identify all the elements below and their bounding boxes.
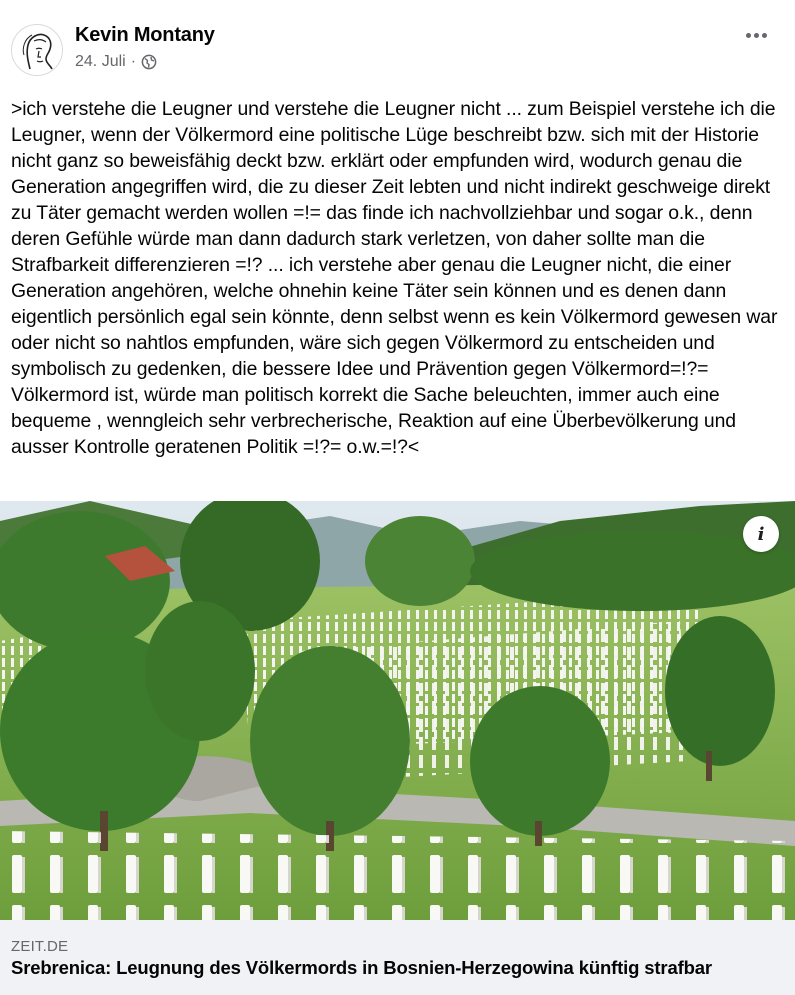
meta-separator: · [130,53,137,70]
post-text: >ich verstehe die Leugner und verstehe die Leugner nicht ... zum Beispiel verstehe ich die Leugner, wenn der Völkermord eine politische Lüge beschreibt bzw. sich mit der Historie nicht ganz so beweisfähig deckt bzw. erklärt oder empfunden wird, wodurch genau die Generation angegriffen wird, die zu dieser Zeit lebten und nicht indirekt geschweige direkt zu Täter gemacht werden wollen =!= das finde ich nachvollziehbar und sogar o.k., denn deren Gefühle würde man dann dadurch stark verletzen, von daher sollte man die Strafbarkeit differenzieren =!? ... ich verstehe aber genau die Leugner nicht, die einer Generation angehören, welche ohnehin keine Täter sein können und es denen dann eigentlich persönlich egal sein könnte, denn selbst wenn es kein Völkermord gewesen war oder nicht so nahtlos empfunden, wäre sich gegen Völkermord zu entscheiden und symbolisch zu gedenken, die bessere Idee und Prävention gegen Völkermord=!?= Völkermord ist, würde man politisch korrekt die Sache beleuchten, immer auch eine bequeme , wenngleich sehr verbrecherische, Reaktion auf eine Überbevölkerung und ausser Kontrolle geratenen Politik =!?= o.w.=!?< [11,98,778,458]
more-dot [746,33,751,38]
author-name[interactable]: Kevin Montany [75,24,215,46]
more-dot [762,33,767,38]
post-header [0,0,795,90]
avatar-sketch-icon [12,25,63,76]
info-button[interactable]: i [743,516,779,552]
post-meta [75,53,157,71]
post-photo[interactable] [0,501,795,920]
memorial-cemetery-image [0,501,795,920]
link-domain: ZEIT.DE [11,938,69,955]
avatar[interactable] [11,24,63,76]
more-options-button[interactable] [741,20,771,50]
more-dot [754,33,759,38]
link-preview-card[interactable] [0,920,795,995]
link-headline[interactable]: Srebrenica: Leugnung des Völkermords in Bosnien-Herzegowina künftig strafbar [11,957,712,978]
globe-icon[interactable] [141,54,157,70]
post-date[interactable]: 24. Juli [75,53,126,70]
